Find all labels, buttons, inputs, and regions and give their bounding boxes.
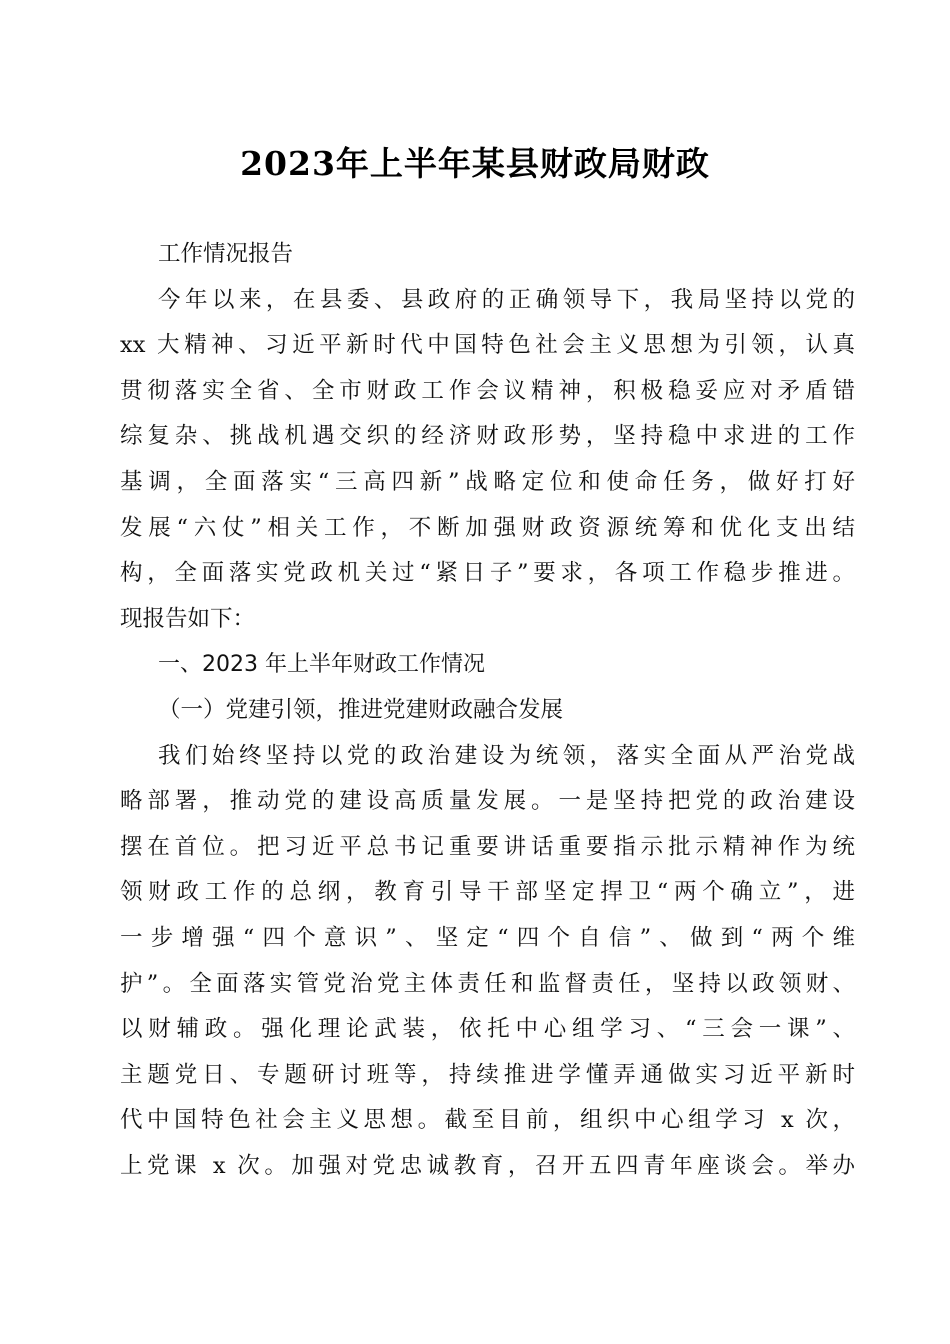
- document-body: [120, 232, 855, 1189]
- subsection-heading: （一）党建引领，推进党建财政融合发展: [158, 696, 564, 723]
- paragraph-line: 主题党日、专题研讨班等，持续推进学懂弄通做实习近平新时: [120, 1061, 855, 1088]
- paragraph-line: 现报告如下：: [120, 605, 256, 632]
- paragraph-line: 基调，全面落实“三高四新”战略定位和使命任务，做好打好: [120, 468, 855, 495]
- paragraph-line: 以财辅政。强化理论武装，依托中心组学习、“三会一课”、: [120, 1016, 855, 1043]
- paragraph-line: 贯彻落实全省、全市财政工作会议精神，积极稳妥应对矛盾错: [120, 377, 855, 404]
- paragraph-line: 护”。全面落实管党治党主体责任和监督责任，坚持以政领财、: [120, 970, 855, 997]
- paragraph-line: 一步增强“四个意识”、坚定“四个自信”、做到“两个维: [120, 924, 855, 951]
- paragraph-line: 领财政工作的总纲，教育引导干部坚定捍卫“两个确立”，进: [120, 879, 855, 906]
- paragraph-line: 略部署，推动党的建设高质量发展。一是坚持把党的政治建设: [120, 788, 855, 815]
- subtitle-line: 工作情况报告: [158, 241, 294, 267]
- document-title: 2023年上半年某县财政局财政: [240, 144, 710, 183]
- paragraph-line: 今年以来，在县委、县政府的正确领导下，我局坚持以党的: [158, 286, 855, 313]
- paragraph-line: 构，全面落实党政机关过“紧日子”要求，各项工作稳步推进。: [120, 560, 855, 587]
- paragraph-line: 代中国特色社会主义思想。截至目前，组织中心组学习 x 次，: [120, 1107, 855, 1134]
- paragraph-line: 综复杂、挑战机遇交织的经济财政形势，坚持稳中求进的工作: [120, 423, 855, 450]
- paragraph-line: 发展“六仗”相关工作，不断加强财政资源统筹和优化支出结: [120, 514, 855, 541]
- paragraph-line: 我们始终坚持以党的政治建设为统领，落实全面从严治党战: [158, 742, 855, 769]
- paragraph-line: xx 大精神、习近平新时代中国特色社会主义思想为引领，认真: [120, 332, 855, 359]
- section-heading: 一、2023 年上半年财政工作情况: [158, 652, 485, 678]
- paragraph-line: 上党课 x 次。加强对党忠诚教育，召开五四青年座谈会。举办: [120, 1152, 855, 1179]
- paragraph-line: 摆在首位。把习近平总书记重要讲话重要指示批示精神作为统: [120, 833, 855, 860]
